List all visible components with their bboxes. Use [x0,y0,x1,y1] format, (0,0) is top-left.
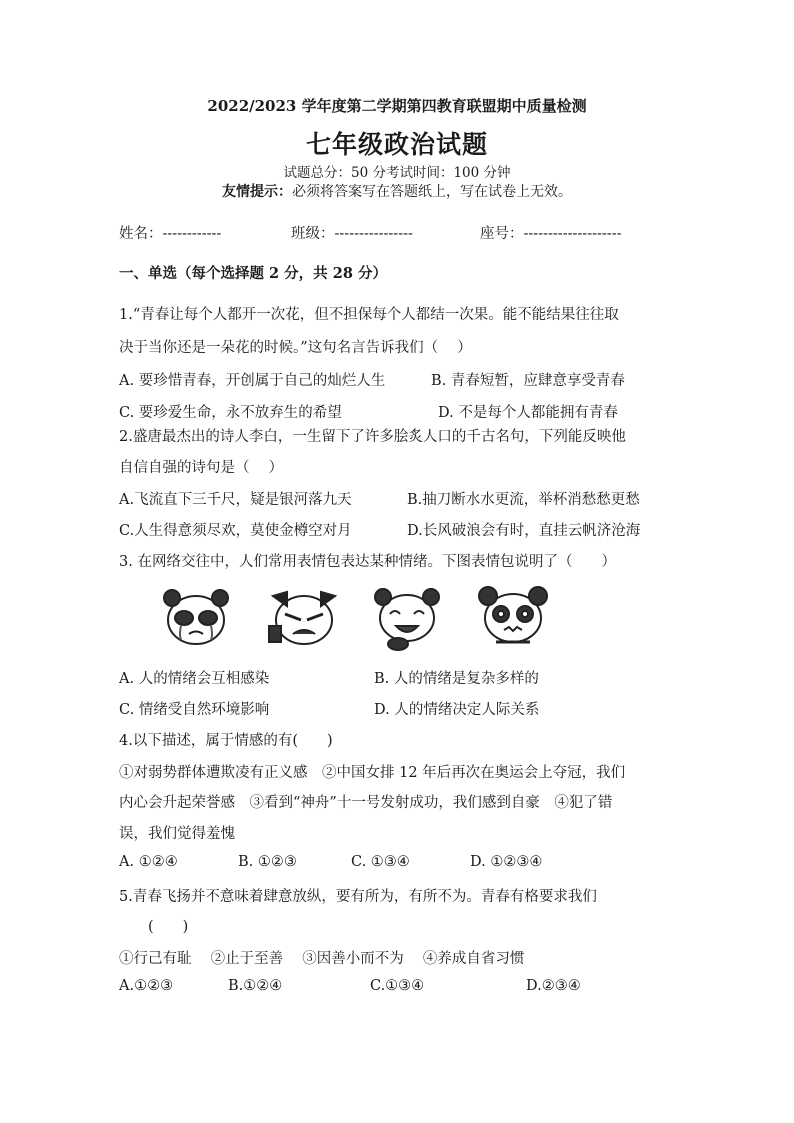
class-field: 班级：---------------- [291,226,413,242]
q4-option-d: D. ①②③④ [470,854,543,870]
q4-item-line2: 内心会升起荣誉感 ③看到“神舟”十一号发射成功，我们感到自豪 ④犯了错 [119,795,613,811]
q4-option-b: B. ①②③ [238,854,297,870]
q5-stem-line2: ( ) [148,919,189,935]
tip-text: 必须将答案写在答题纸上，写在试卷上无效。 [292,184,572,200]
q3-option-c: C. 情绪受自然环境影响 [119,702,270,718]
q4-item-line1: ①对弱势群体遭欺凌有正义感 ②中国女排 12 年后再次在奥运会上夺冠，我们 [119,765,626,781]
exam-year-line: 2022/2023 学年度第二学期第四教育联盟期中质量检测 [207,97,587,115]
q5-option-a: A.①②③ [119,978,174,994]
q2-option-c: C.人生得意须尽欢，莫使金樽空对月 [119,523,352,539]
q1-option-c: C. 要珍爱生命，永不放弃生的希望 [119,405,342,421]
q5-option-c: C.①③④ [370,978,425,994]
panda-laughing-icon [368,582,446,652]
q3-option-a: A. 人的情绪会互相感染 [119,671,270,687]
q5-option-b: B.①②④ [228,978,283,994]
q4-option-a: A. ①②④ [119,854,178,870]
q3-stem: 3. 在网络交往中，人们常用表情包表达某种情绪。下图表情包说明了（ ） [119,554,616,570]
seat-field: 座号：-------------------- [480,226,622,242]
panda-angry-icon [265,582,343,652]
q3-option-d: D. 人的情绪决定人际关系 [374,702,540,718]
exam-meta: 试题总分：50 分考试时间：100 分钟 [283,165,511,181]
q1-option-d: D. 不是每个人都能拥有青春 [438,405,618,421]
q2-stem-line1: 2.盛唐最杰出的诗人李白，一生留下了许多脍炙人口的千古名句，下列能反映他 [119,429,626,445]
q2-option-d: D.长风破浪会有时，直挂云帆济沧海 [407,523,641,539]
section-title: 一、单选（每个选择题 2 分，共 28 分） [119,265,387,282]
exam-title: 七年级政治试题 [305,130,488,159]
q1-stem-line1: 1.“青春让每个人都开一次花，但不担保每个人都结一次果。能不能结果往往取 [119,307,619,323]
q5-stem-line1: 5.青春飞扬并不意味着肆意放纵，要有所为，有所不为。青春有格要求我们 [119,889,597,905]
q1-option-b: B. 青春短暂，应肆意享受青春 [431,373,625,389]
panda-crying-icon [157,582,235,652]
q1-option-a: A. 要珍惜青春，开创属于自己的灿烂人生 [119,373,386,389]
q1-stem-line2: 决于当你还是一朵花的时候。”这句名言告诉我们（ ） [119,340,472,356]
q3-option-b: B. 人的情绪是复杂多样的 [374,671,539,687]
q2-stem-line2: 自信自强的诗句是（ ） [119,460,284,476]
panda-scared-icon [474,582,552,652]
q2-option-b: B.抽刀断水水更流，举杯消愁愁更愁 [407,492,640,508]
q5-option-d: D.②③④ [526,978,581,994]
tip-label: 友情提示： [222,184,292,200]
q4-stem: 4.以下描述，属于情感的有( ) [119,733,333,749]
name-field: 姓名：------------ [119,226,222,242]
q4-option-c: C. ①③④ [351,854,410,870]
q2-option-a: A.飞流直下三千尺，疑是银河落九天 [119,492,352,508]
q5-items: ①行己有耻 ②止于至善 ③因善小而不为 ④养成自省习惯 [119,951,525,967]
exam-tip [0,181,794,201]
q4-item-line3: 误，我们觉得羞愧 [119,826,235,842]
